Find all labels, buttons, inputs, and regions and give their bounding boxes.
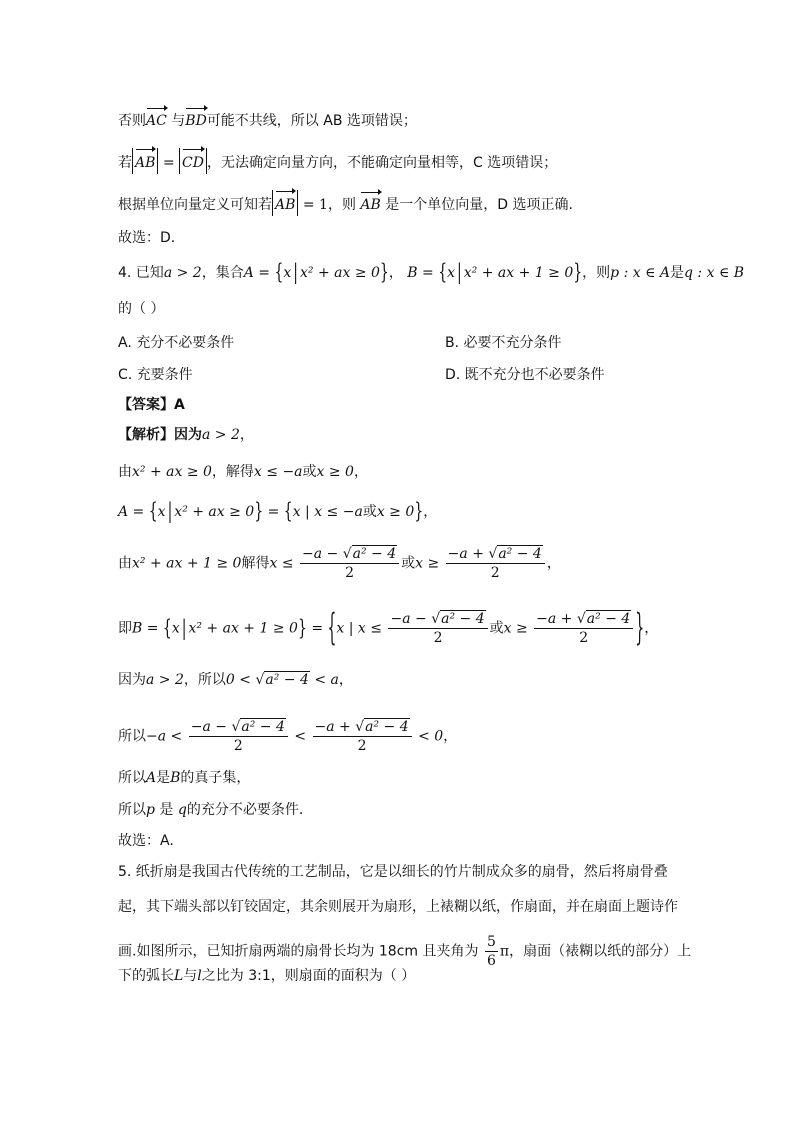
- text: ，: [423, 504, 438, 520]
- numerator: −a +: [536, 611, 577, 627]
- text: 所以: [118, 728, 146, 745]
- text: 下的弧长: [118, 968, 174, 984]
- condition: a > 2: [163, 265, 202, 281]
- numerator: −a +: [447, 546, 489, 562]
- question-5-line-4: [118, 966, 415, 986]
- fraction: $\frac{\text{−a + √a² − 4}}{2}$: [446, 545, 545, 582]
- equals: =: [162, 155, 175, 171]
- text: 或: [401, 555, 416, 572]
- text: 解得: [241, 555, 270, 572]
- vector-ab: AB: [135, 148, 155, 174]
- text: 是: [670, 265, 685, 281]
- text: ，所以: [183, 672, 226, 688]
- step-1: [118, 462, 368, 482]
- fraction: $\frac{\text{−a − √a² − 4}}{2}$: [300, 545, 399, 582]
- abs-ab: [272, 190, 298, 216]
- radicand: a² − 4: [586, 611, 631, 627]
- arc-length-L: L: [174, 968, 184, 984]
- fraction: $\frac{\text{−a − √a² − 4}}{2}$: [388, 610, 487, 647]
- radicand: a² − 4: [241, 719, 285, 735]
- denominator: 2: [357, 738, 367, 754]
- text: 的充分不必要条件.: [186, 802, 304, 818]
- set-condition: x² + ax + 1 ≥ 0: [188, 620, 298, 637]
- text: 所以: [118, 770, 146, 786]
- radicand: a² − 4: [365, 719, 409, 735]
- option-d: D. 既不充分也不必要条件: [445, 367, 605, 383]
- analysis-label: 【解析】因为: [118, 427, 202, 443]
- text: ，: [388, 265, 403, 281]
- text: ，: [443, 728, 458, 745]
- text: 画.如图所示，已知折扇两端的扇骨长均为 18cm 且夹角为: [118, 943, 479, 960]
- text: 与: [183, 968, 198, 984]
- inequality: x ≤: [269, 555, 294, 572]
- proposition-q: q: [177, 802, 187, 818]
- text: 否则: [118, 113, 146, 129]
- fraction: $\frac{\text{−a + √a² − 4}}{2}$: [534, 610, 633, 647]
- text: 或: [362, 504, 377, 520]
- set-b-label: B: [170, 770, 181, 786]
- text: ，: [239, 427, 254, 443]
- text: ，: [546, 555, 561, 572]
- vector-ac: AC: [146, 107, 167, 131]
- question-5-line-3: [118, 933, 691, 970]
- denominator: 2: [433, 630, 443, 646]
- denominator: 2: [233, 738, 243, 754]
- text: 是一个单位向量，D 选项正确.: [385, 197, 573, 213]
- analysis-line-1: [118, 107, 417, 131]
- set-a-label: A =: [118, 504, 145, 520]
- text: 可能不共线，所以 AB 选项错误；: [206, 113, 417, 129]
- equals: =: [267, 504, 280, 520]
- option-b: B. 必要不充分条件: [445, 335, 562, 351]
- numerator: 5: [486, 934, 496, 950]
- inequality-left: −a <: [146, 728, 183, 745]
- text: 由: [118, 555, 132, 572]
- equals: =: [311, 620, 324, 637]
- text: 根据单位向量定义可知若: [118, 197, 272, 213]
- text: 所以: [118, 802, 146, 818]
- text: 的真子集，: [180, 770, 251, 786]
- var-x: x: [447, 265, 456, 281]
- set-builder: x | x ≤ −a: [292, 504, 363, 520]
- text: 因为: [118, 672, 146, 688]
- inequality-right: < a: [314, 672, 339, 688]
- numerator: −a +: [314, 719, 356, 735]
- proposition-p: p : x ∈ A: [610, 265, 671, 281]
- text: ，: [644, 620, 659, 637]
- question-number: 4. 已知: [118, 265, 164, 281]
- text: 若: [118, 155, 132, 171]
- proposition-p: p: [146, 802, 155, 818]
- step-4: 即B = {x | x² + ax + 1 ≥ 0} = {x | x ≤ $\frac{\text{−a − √a² − 4}}{2}$ 或x ≥ $\frac{\text{−a + √a² − 4}}{2}$ }，: [118, 607, 659, 650]
- set-a-label: A: [146, 770, 157, 786]
- text: ，扇面（裱糊以纸的部分）上: [509, 943, 692, 960]
- answer-choice-line: 故选：A.: [118, 833, 174, 849]
- question-4-tail: 的（ ）: [118, 301, 165, 317]
- pi-symbol: π: [499, 943, 510, 960]
- fraction: $\frac{\text{−a − √a² − 4}}{2}$: [189, 718, 288, 755]
- option-c: C. 充要条件: [118, 367, 193, 383]
- text: ，则: [327, 197, 356, 213]
- question-5-line-2: 起，其下端头部以钉铰固定，其余则展开为扇形，上裱糊以纸，作扇面，并在扇面上题诗作: [118, 899, 678, 915]
- var-x: x: [171, 620, 180, 637]
- analysis-line-2: [118, 148, 557, 174]
- answer-label: 【答案】A: [118, 397, 185, 413]
- set-builder: x ≥ 0: [376, 504, 415, 520]
- abs-ab: [132, 148, 158, 174]
- vector-cd: CD: [182, 148, 204, 174]
- question-5-line-1: 5. 纸折扇是我国古代传统的工艺制品，它是以细长的竹片制成众多的扇骨，然后将扇骨叠: [118, 864, 668, 880]
- radicand: a² − 4: [498, 546, 542, 562]
- text: 即: [118, 620, 132, 637]
- inequality: x ≥: [415, 555, 440, 572]
- radicand: a² − 4: [265, 672, 309, 688]
- vector-ab: AB: [360, 191, 380, 215]
- text: 与: [171, 113, 186, 129]
- text: ，: [338, 672, 353, 688]
- denominator: 6: [486, 953, 496, 969]
- less-than: <: [294, 728, 307, 745]
- inequality-right: < 0: [418, 728, 444, 745]
- set-builder: x | x ≤: [336, 620, 383, 637]
- vector-ab: AB: [275, 190, 295, 216]
- inequality: x ≥: [503, 620, 528, 637]
- text: ，: [353, 464, 368, 480]
- result-1: x ≤ −a: [253, 464, 303, 480]
- var-x: x: [283, 265, 292, 281]
- analysis-line-3: [118, 190, 573, 216]
- analysis-intro: [118, 425, 254, 445]
- step-8: [118, 800, 303, 820]
- step-3: [118, 545, 561, 582]
- vector-bd: BD: [185, 107, 207, 131]
- denominator: 2: [345, 565, 355, 581]
- inequality-left: 0 <: [225, 672, 251, 688]
- set-b-condition: x² + ax + 1 ≥ 0: [463, 265, 574, 281]
- text: 是: [156, 770, 171, 786]
- var-x: x: [157, 504, 166, 520]
- answer-choice-line: 故选：D.: [118, 230, 176, 246]
- numerator: −a −: [302, 546, 343, 562]
- radicand: a² − 4: [441, 611, 485, 627]
- abs-cd: [179, 148, 207, 174]
- arc-length-l: l: [197, 968, 202, 984]
- condition: a > 2: [202, 427, 240, 443]
- condition: a > 2: [146, 672, 184, 688]
- option-a: A. 充分不必要条件: [118, 335, 235, 351]
- numerator: −a −: [190, 719, 232, 735]
- step-5: 因为a > 2，所以0 < √a² − 4 < a，: [118, 672, 353, 688]
- set-b-label: B =: [407, 265, 434, 281]
- text: 之比为 3:1，则扇面的面积为（ ）: [201, 968, 416, 984]
- proposition-q: q : x ∈ B: [684, 265, 745, 281]
- step-6: [118, 718, 457, 755]
- text: ，无法确定向量方向，不能确定向量相等，C 选项错误；: [206, 155, 558, 171]
- text: 是: [159, 802, 174, 818]
- fraction-angle: [485, 933, 498, 970]
- text: ，解得: [211, 464, 254, 480]
- text: ，集合: [201, 265, 244, 281]
- numerator: −a −: [390, 611, 432, 627]
- denominator: 2: [579, 630, 589, 646]
- result-2: x ≥ 0: [316, 464, 354, 480]
- text: 或: [302, 464, 317, 480]
- question-4-stem: 4. 已知a > 2，集合A = {x | x² + ax ≥ 0}， B = {x | x² + ax + 1 ≥ 0}，则p : x ∈ A是q : x ∈ B: [118, 261, 745, 285]
- denominator: 2: [490, 565, 500, 581]
- set-a-condition: x² + ax ≥ 0: [300, 265, 380, 281]
- set-a-label: A =: [243, 265, 270, 281]
- expression: x² + ax ≥ 0: [132, 464, 212, 480]
- radicand: a² − 4: [352, 546, 397, 562]
- equals-one: = 1: [302, 197, 328, 213]
- expression: x² + ax + 1 ≥ 0: [132, 555, 242, 572]
- text: 由: [118, 464, 132, 480]
- step-7: [118, 768, 250, 788]
- text: ，则: [582, 265, 611, 281]
- fraction: $\frac{\text{−a + √a² − 4}}{2}$: [313, 718, 412, 755]
- set-condition: x² + ax ≥ 0: [174, 504, 255, 520]
- text: 或: [489, 620, 504, 637]
- set-b-label: B =: [132, 620, 159, 637]
- step-2: A = {x | x² + ax ≥ 0} = {x | x ≤ −a或x ≥ 0}，: [118, 500, 438, 524]
